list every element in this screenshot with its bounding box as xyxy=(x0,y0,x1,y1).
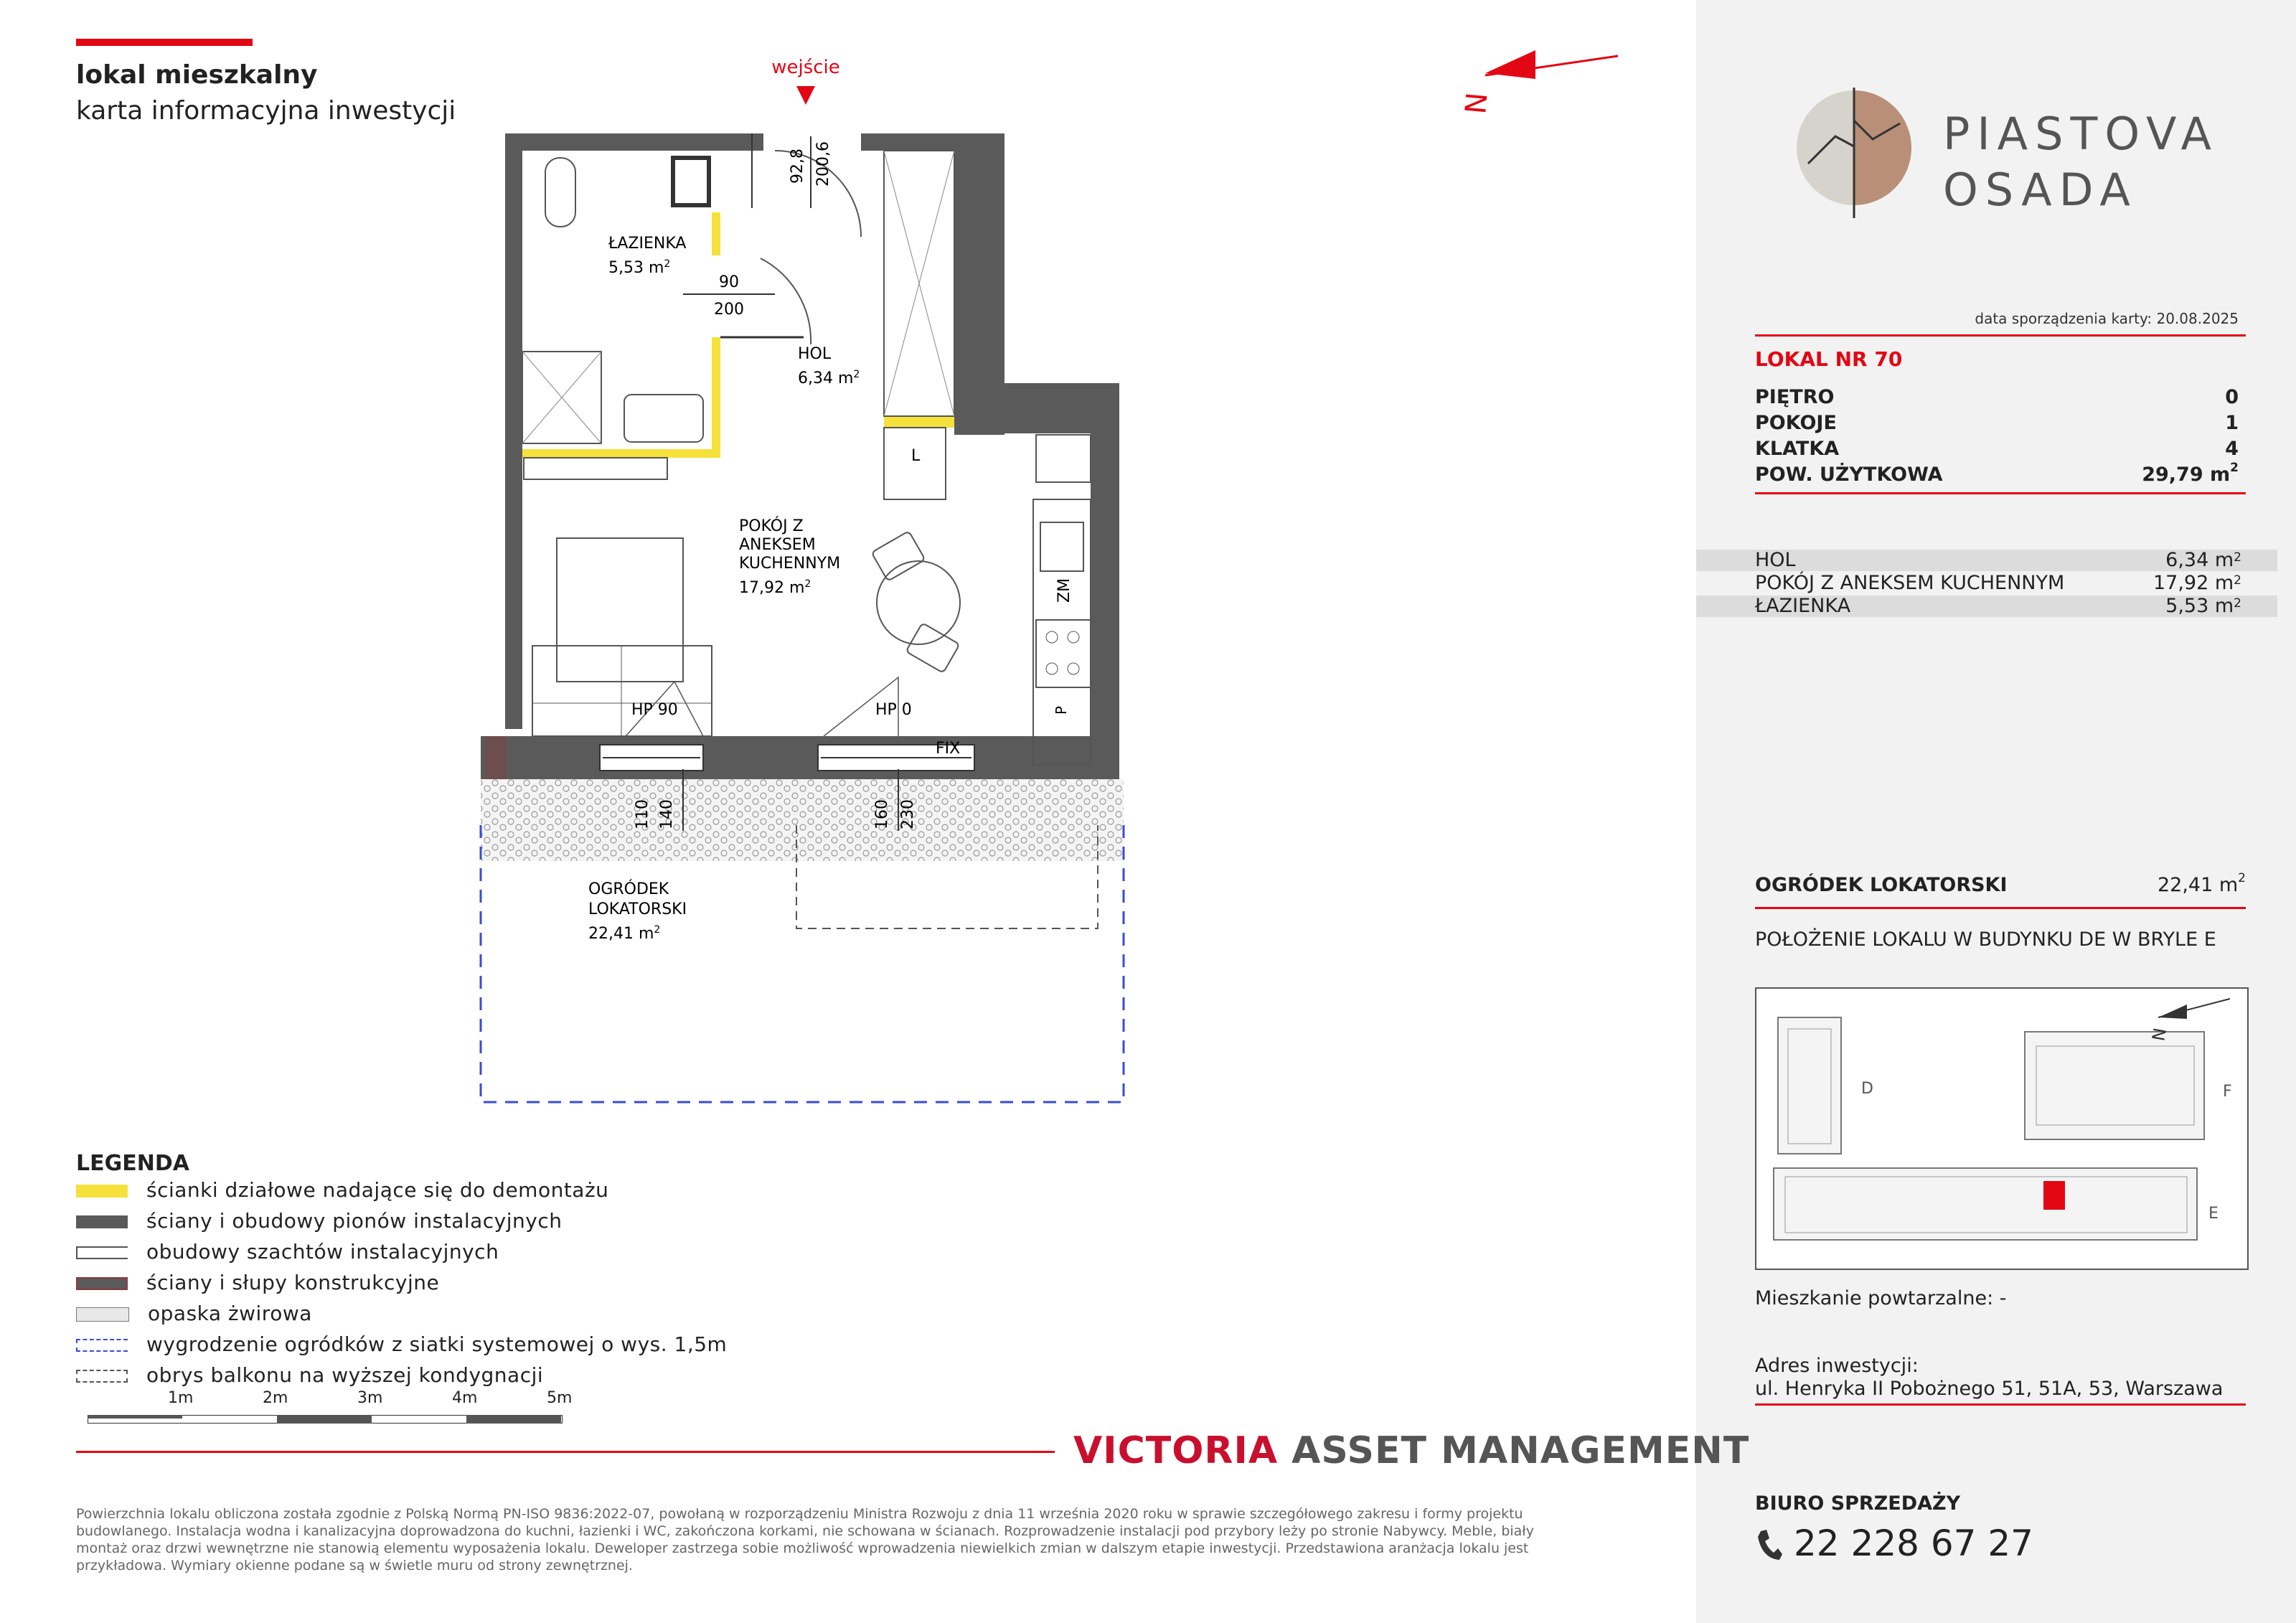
wall-top-left xyxy=(505,133,763,151)
fridge-label: L xyxy=(911,447,921,465)
room-hall-area: 6,34 $m^2$ xyxy=(798,369,860,387)
room-hall-name: HOL xyxy=(798,345,832,363)
legend-item: ściany i obudowy pionów instalacyjnych xyxy=(76,1209,563,1233)
brand-logo-icon xyxy=(1792,80,1921,224)
detail-row-stairwell: KLATKA 4 xyxy=(1755,438,2239,460)
sales-office-label: BIURO SPRZEDAŻY xyxy=(1755,1492,1961,1515)
entrance-arrow-icon xyxy=(796,86,815,105)
address-label: Adres inwestycji: xyxy=(1755,1355,1919,1377)
map-compass-n: N xyxy=(2148,1026,2171,1043)
map-label-e: E xyxy=(2208,1205,2219,1223)
unit-number: LOKAL NR 70 xyxy=(1755,347,1903,371)
win-dim-2b: 230 xyxy=(899,799,917,829)
map-label-d: D xyxy=(1861,1080,1873,1098)
room-row-bathroom: ŁAZIENKA 5,53 $m^2$ xyxy=(1696,596,2277,617)
wall-bottom xyxy=(481,736,1119,779)
room-bathroom-name: ŁAZIENKA xyxy=(608,235,687,253)
garden-row: OGRÓDEK LOKATORSKI 22,41 $m^2$ xyxy=(1755,871,2246,896)
page-title: lokal mieszkalny xyxy=(76,60,318,90)
win-dim-1a: 110 xyxy=(634,799,651,829)
detail-row-floor: PIĘTRO 0 xyxy=(1755,386,2239,408)
scale-bar: 1m 2m 3m 4m 5m xyxy=(88,1389,590,1432)
room-living-area: 17,92 $m^2$ xyxy=(739,578,811,597)
room-living-name-3: KUCHENNYM xyxy=(739,555,841,573)
bed xyxy=(557,538,683,682)
detail-row-area: POW. UŻYTKOWA 29,79 $m^2$ xyxy=(1755,461,2239,486)
gravel-strip xyxy=(481,779,1124,861)
kitchen-counter xyxy=(1033,499,1091,765)
garden-name-2: LOKATORSKI xyxy=(588,900,687,918)
legend-item: ściany i słupy konstrukcyjne xyxy=(76,1271,439,1294)
zm-label: ZM xyxy=(1055,578,1073,603)
room-living-name-1: POKÓJ Z xyxy=(739,517,804,535)
garden-area: 22,41 $m^2$ xyxy=(588,924,661,943)
phone-icon xyxy=(1755,1527,1784,1563)
wall-right xyxy=(1091,383,1119,779)
door-dim-2a: 90 xyxy=(719,273,739,291)
toilet xyxy=(545,158,575,227)
room-living-name-2: ANEKSEM xyxy=(739,536,816,554)
brand-name-line1: PIASTOVA xyxy=(1943,108,2219,160)
header-accent-bar xyxy=(76,39,253,46)
map-label-f: F xyxy=(2223,1083,2232,1101)
unit-location-marker xyxy=(2043,1181,2065,1210)
legend-item: opaska żwirowa xyxy=(76,1302,312,1325)
room-row-living: POKÓJ Z ANEKSEM KUCHENNYM 17,92 $m^2$ xyxy=(1755,572,2241,594)
footer-divider xyxy=(76,1451,1055,1453)
win-dim-1b: 140 xyxy=(658,799,676,829)
floor-plan xyxy=(459,43,1162,1119)
wall-left xyxy=(505,133,522,729)
legend-item: obudowy szachtów instalacyjnych xyxy=(76,1240,499,1264)
partition-yellow-1 xyxy=(522,449,720,458)
door-dim-2b: 200 xyxy=(714,301,744,319)
detail-row-rooms: POKOJE 1 xyxy=(1755,412,2239,434)
window-2-label: HP 0 xyxy=(875,701,912,719)
window-1-label: HP 90 xyxy=(631,701,678,719)
brand-name-line2: OSADA xyxy=(1943,164,2137,216)
win-dim-2a: 160 xyxy=(873,799,891,829)
legend-item: obrys balkonu na wyższej kondygnacji xyxy=(76,1363,543,1387)
door-dim-1a: 92,8 xyxy=(789,149,806,184)
site-map xyxy=(1755,987,2249,1270)
garden-name-1: OGRÓDEK xyxy=(588,880,669,898)
disclaimer: Powierzchnia lokalu obliczona została zgodnie z Polską Normą PN-ISO 9836:2022-07, powołaną w rozporządzeniu Ministra Rozwoju z dnia 11 września 2020 roku w sprawie szczegółowego zakresu i formy projektu budowlanego. Instalacja wodna i kanalizacyjna doprowadzona do kuchni, łazienki i WC, zakończona korkami, nie schowana w ścianach. Rozprowadzenie instalacji pod przybory leży po stronie Nabywcy. Meble, biały montaż oraz drzwi wewnętrzne nie stanowią elementu wyposażenia lokalu. Deweloper zastrzega sobie możliwość wprowadzenia niewielkich zmian w dalszym etapie inwestycji. Przedstawiona aranżacja lokalu jest przykładowa. Wymiary okienne podane są w świetle muru od strony zewnętrznej. xyxy=(76,1506,1534,1573)
location-label: POŁOŻENIE LOKALU W BUDYNKU DE W BRYLE E xyxy=(1755,928,2216,951)
garden-fence xyxy=(481,825,1124,1102)
legend-title: LEGENDA xyxy=(76,1151,189,1176)
page-subtitle: karta informacyjna inwestycji xyxy=(76,96,456,126)
address-value: ul. Henryka II Pobożnego 51, 51A, 53, Warszawa xyxy=(1755,1378,2224,1400)
company-logo: VICTORIA ASSET MANAGEMENT xyxy=(1073,1429,1750,1472)
dining-table xyxy=(877,561,960,644)
phone-number[interactable]: 22 228 67 27 xyxy=(1794,1523,2033,1564)
legend-item: ścianki działowe nadające się do demontażu xyxy=(76,1178,608,1202)
card-date: data sporządzenia karty: 20.08.2025 xyxy=(1975,310,2239,327)
entrance-label: wejście xyxy=(771,57,840,78)
legend-item: wygrodzenie ogródków z siatki systemowej o wys. 1,5m xyxy=(76,1332,727,1356)
compass-icon xyxy=(1457,29,1629,122)
p-label: P xyxy=(1053,705,1070,715)
room-row-hall: HOL 6,34 $m^2$ xyxy=(1696,550,2277,571)
partition-yellow-2 xyxy=(884,416,954,428)
room-bathroom-area: 5,53 $m^2$ xyxy=(608,258,671,277)
door-dim-1b: 200,6 xyxy=(814,141,832,187)
compass-n-label: N xyxy=(1459,91,1495,116)
repeat-info: Mieszkanie powtarzalne: - xyxy=(1755,1287,2007,1309)
fix-label: FIX xyxy=(936,740,961,758)
sink xyxy=(624,395,703,442)
